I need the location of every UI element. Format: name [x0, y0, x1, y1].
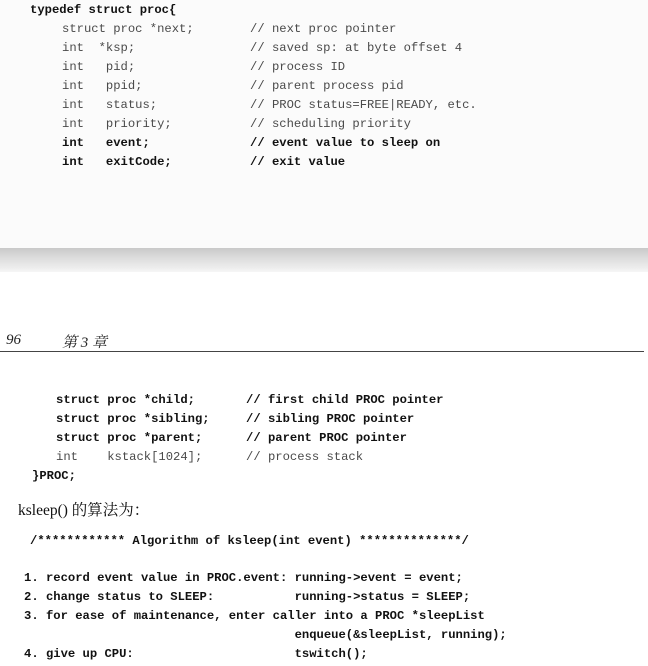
code-decl: int pid; [62, 60, 136, 74]
code-comment: // parent PROC pointer [246, 431, 407, 445]
algorithm-title: /************ Algorithm of ksleep(int event) **************/ [30, 534, 469, 548]
code-decl: int status; [62, 98, 158, 112]
code-comment: // scheduling priority [250, 117, 411, 131]
algorithm-step: 3. for ease of maintenance, enter caller into a PROC *sleepList [24, 609, 485, 623]
page-divider [0, 248, 648, 272]
code-comment: // process ID [250, 60, 346, 74]
algorithm-step: 1. record event value in PROC.event: running->event = event; [24, 571, 463, 585]
struct-header: typedef struct proc{ [30, 3, 177, 17]
page-number: 96 [6, 332, 21, 348]
code-comment: // sibling PROC pointer [246, 412, 415, 426]
intro-text: ksleep() 的算法为： [18, 502, 150, 519]
code-decl: int event; [62, 136, 150, 150]
code-comment: // saved sp: at byte offset 4 [250, 41, 463, 55]
code-decl: int ppid; [62, 79, 143, 93]
code-comment: // PROC status=FREE|READY, etc. [250, 98, 477, 112]
code-decl: int priority; [62, 117, 172, 131]
algorithm-step: 2. change status to SLEEP: running->status = SLEEP; [24, 590, 471, 604]
code-comment: // process stack [246, 450, 364, 464]
struct-footer: }PROC; [32, 469, 76, 483]
code-decl: struct proc *sibling; [56, 412, 210, 426]
code-decl: int exitCode; [62, 155, 172, 169]
algorithm-step: 4. give up CPU: tswitch(); [24, 647, 368, 661]
code-comment: // exit value [250, 155, 346, 169]
code-decl: struct proc *next; [62, 22, 194, 36]
code-comment: // event value to sleep on [250, 136, 441, 150]
code-decl: struct proc *child; [56, 393, 195, 407]
header-rule [0, 351, 644, 352]
chapter-title: 第 3 章 [62, 335, 108, 351]
code-decl: int kstack[1024]; [56, 450, 203, 464]
algorithm-step: enqueue(&sleepList, running); [24, 628, 507, 642]
code-comment: // next proc pointer [250, 22, 397, 36]
code-comment: // first child PROC pointer [246, 393, 444, 407]
code-decl: struct proc *parent; [56, 431, 203, 445]
code-comment: // parent process pid [250, 79, 404, 93]
code-decl: int *ksp; [62, 41, 136, 55]
